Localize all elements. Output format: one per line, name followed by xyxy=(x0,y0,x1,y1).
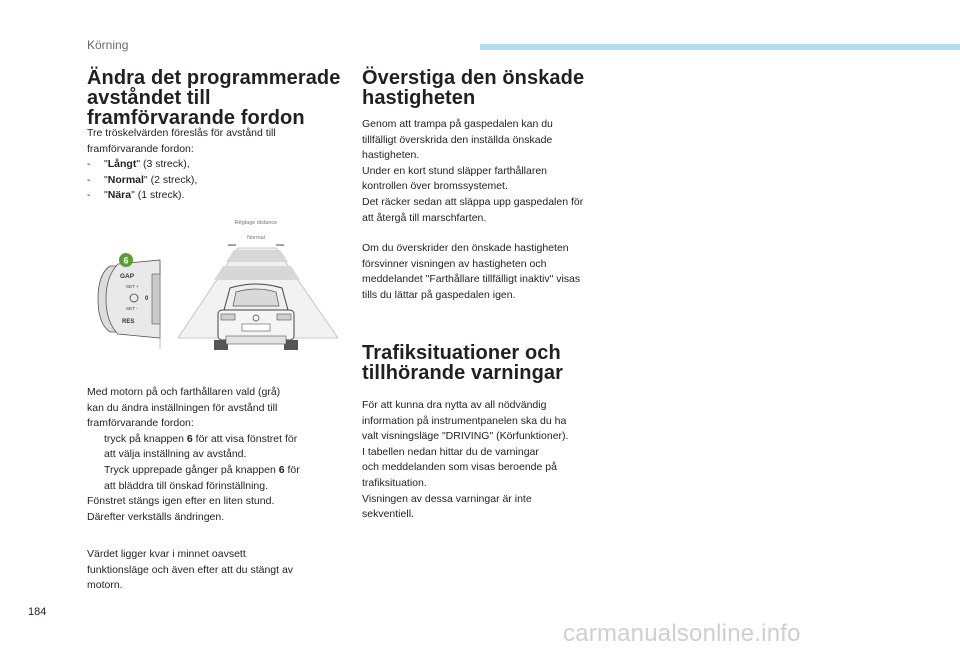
text-line: hastigheten. xyxy=(362,149,420,162)
option-detail: " (3 streck), xyxy=(136,158,190,171)
text-line: valt visningsläge "DRIVING" (Körfunktioner). xyxy=(362,430,569,443)
right-title-2 xyxy=(362,343,563,383)
step-text: för att visa fönstret för xyxy=(192,432,298,445)
option-item xyxy=(87,173,347,189)
text-line: Visningen av dessa varningar är inte xyxy=(362,492,532,505)
callout-badge-label: 6 xyxy=(123,255,129,266)
left-title xyxy=(87,68,340,128)
step-item xyxy=(87,463,357,494)
memory-line: funktionsläge och även efter att du stängt av xyxy=(87,563,294,576)
screen-mode: Normal xyxy=(247,235,265,241)
option-name: Normal xyxy=(107,173,144,186)
option-item xyxy=(87,157,347,173)
text-line: och meddelanden som visas beroende på xyxy=(362,461,557,474)
stalk-label-set-plus: SET + xyxy=(126,284,139,289)
watermark: carmanualsonline.info xyxy=(563,620,801,647)
distance-bar xyxy=(214,266,300,280)
section-label: Körning xyxy=(87,38,129,52)
right-title-line: hastigheten xyxy=(362,87,476,109)
option-dash: - xyxy=(87,189,91,202)
text-line: Genom att trampa på gaspedalen kan du xyxy=(362,118,553,130)
page-number: 184 xyxy=(28,606,47,618)
right-para-2 xyxy=(362,241,632,303)
procedure-line: kan du ändra inställningen för avstånd till xyxy=(87,401,278,414)
stalk-label-zero: 0 xyxy=(145,296,149,302)
text-line: För att kunna dra nytta av all nödvändig xyxy=(362,399,547,411)
text-line: information på instrumentpanelen ska du ha xyxy=(362,414,567,427)
left-intro xyxy=(87,126,347,204)
procedure-line: framförvarande fordon: xyxy=(87,417,194,430)
distance-setting-illustration xyxy=(90,214,345,374)
option-item xyxy=(87,188,347,204)
text-line: Det räcker sedan att släppa upp gaspedalen för xyxy=(362,195,584,208)
step-text: att bläddra till önskad förinställning. xyxy=(104,479,269,492)
step-button-ref: 6 xyxy=(186,432,193,445)
distance-screen xyxy=(160,220,338,350)
step-text: Tryck upprepade gånger på knappen xyxy=(104,463,279,476)
right-title-1 xyxy=(362,68,584,108)
option-detail: " (2 streck), xyxy=(143,173,198,186)
text-line: Under en kort stund släpper farthållaren xyxy=(362,164,548,177)
procedure xyxy=(87,385,357,525)
text-line: försvinner visningen av hastigheten och xyxy=(362,257,547,270)
left-title-line: framförvarande fordon xyxy=(87,107,305,129)
memory-line: motorn. xyxy=(87,579,123,592)
option-dash: - xyxy=(87,158,91,171)
text-line: tillfälligt överskrida den inställda önskade xyxy=(362,133,553,146)
screen-title: Réglage distance xyxy=(234,220,278,226)
right-title-line: Överstiga den önskade xyxy=(362,67,585,89)
step-item xyxy=(87,432,357,463)
option-name: Nära xyxy=(107,189,132,202)
distance-bar xyxy=(226,250,288,262)
text-line: I tabellen nedan hittar du de varningar xyxy=(362,445,539,458)
text-line: kontrollen över bromssystemet. xyxy=(362,180,508,193)
right-title-line: tillhörande varningar xyxy=(362,362,564,384)
cruise-control-stalk xyxy=(98,260,160,338)
option-name: Långt xyxy=(107,158,137,171)
left-title-line: Ändra det programmerade xyxy=(87,67,341,89)
step-text: för xyxy=(284,463,300,476)
step-marker-icon xyxy=(87,432,104,463)
step-text: att välja inställning av avstånd. xyxy=(104,448,247,461)
memory-line: Värdet ligger kvar i minnet oavsett xyxy=(87,548,246,560)
right-para-1 xyxy=(362,117,632,226)
stalk-label-res: RES xyxy=(122,319,135,325)
header-bar xyxy=(480,44,960,50)
option-dash: - xyxy=(87,173,91,186)
text-line: meddelandet "Farthållare tillfälligt inaktiv" visas xyxy=(362,273,581,286)
text-line: trafiksituation. xyxy=(362,476,427,489)
memory-note xyxy=(87,547,357,594)
text-line: att återgå till marschfarten. xyxy=(362,211,487,224)
right-para-3 xyxy=(362,398,632,523)
text-line: tills du lättar på gaspedalen igen. xyxy=(362,288,516,301)
step-text: tryck på knappen xyxy=(104,432,187,445)
procedure-line: Med motorn på och farthållaren vald (grå) xyxy=(87,386,281,398)
option-quote: " xyxy=(104,158,108,171)
option-quote: " xyxy=(104,189,108,202)
stalk-label-gap: GAP xyxy=(120,273,135,280)
procedure-line: Fönstret stängs igen efter en liten stund. xyxy=(87,495,275,508)
stalk-label-set-minus: SET - xyxy=(126,306,138,311)
option-quote: " xyxy=(104,173,108,186)
intro-line: framförvarande fordon: xyxy=(87,142,194,155)
right-title-line: Trafiksituationer och xyxy=(362,342,561,364)
text-line: sekventiell. xyxy=(362,508,414,521)
text-line: Om du överskrider den önskade hastigheten xyxy=(362,242,569,254)
intro-line: Tre tröskelvärden föreslås för avstånd till xyxy=(87,127,276,139)
step-button-ref: 6 xyxy=(278,463,285,476)
left-title-line: avståndet till xyxy=(87,87,211,109)
option-detail: " (1 streck). xyxy=(131,189,185,202)
procedure-line: Därefter verkställs ändringen. xyxy=(87,510,225,523)
step-marker-icon xyxy=(87,463,104,494)
